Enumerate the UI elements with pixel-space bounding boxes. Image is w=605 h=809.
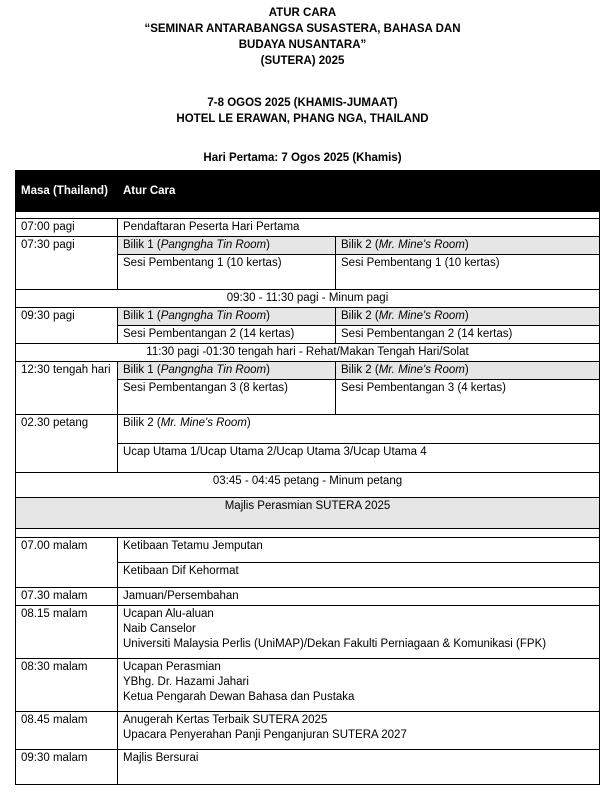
break-row: [16, 290, 600, 308]
agenda-cell: Ketibaan Dif Kehormat: [118, 563, 600, 588]
time-cell: 08:30 malam: [16, 659, 118, 712]
session-cell: Sesi Pembentangan 2 (14 kertas): [118, 326, 336, 344]
document-title: [0, 5, 605, 69]
room-2-label: Bilik 2 (Mr. Mine's Room): [336, 237, 600, 255]
time-cell: 02.30 petang: [16, 415, 118, 473]
title-line-4: (SUTERA) 2025: [260, 55, 345, 67]
table-row: [16, 659, 600, 712]
table-row: [16, 415, 600, 444]
agenda-line: Anugerah Kertas Terbaik SUTERA 2025: [123, 714, 328, 726]
break-row: [16, 344, 600, 362]
time-cell: 12:30 tengah hari: [16, 362, 118, 415]
room-1-label: Bilik 1 (Pangngha Tin Room): [118, 237, 336, 255]
title-line-2: “SEMINAR ANTARABANGSA SUSASTERA, BAHASA DAN: [144, 23, 461, 35]
spacer-row: [16, 212, 600, 219]
table-row: [16, 237, 600, 255]
time-cell: 08.15 malam: [16, 606, 118, 659]
time-cell: 07:00 pagi: [16, 219, 118, 237]
break-cell: 03:45 - 04:45 petang - Minum petang: [16, 473, 600, 498]
agenda-cell: [118, 712, 600, 750]
room-1-label: Bilik 1 (Pangngha Tin Room): [118, 308, 336, 326]
agenda-line: Naib Canselor: [123, 623, 196, 635]
event-info: [0, 95, 605, 127]
table-row: [16, 538, 600, 563]
time-cell: 07:30 pagi: [16, 237, 118, 290]
session-cell: Sesi Pembentang 1 (10 kertas): [336, 255, 600, 290]
table-row: [16, 308, 600, 326]
agenda-table: [15, 170, 600, 785]
break-row: [16, 473, 600, 498]
col-time-header: Masa (Thailand): [16, 171, 118, 212]
time-cell: 07.30 malam: [16, 588, 118, 606]
room-2-label: Bilik 2 (Mr. Mine's Room): [336, 362, 600, 380]
table-row: [16, 606, 600, 659]
table-row: [16, 362, 600, 380]
session-cell: Sesi Pembentangan 3 (4 kertas): [336, 380, 600, 415]
agenda-line: Ketua Pengarah Dewan Bahasa dan Pustaka: [123, 691, 355, 703]
table-row: [16, 219, 600, 237]
room-1-label: Bilik 1 (Pangngha Tin Room): [118, 362, 336, 380]
agenda-cell: Pendaftaran Peserta Hari Pertama: [118, 219, 600, 237]
room-2-label: Bilik 2 (Mr. Mine's Room): [336, 308, 600, 326]
session-cell: Sesi Pembentangan 2 (14 kertas): [336, 326, 600, 344]
spacer-row: [16, 529, 600, 538]
table-row: [16, 588, 600, 606]
time-cell: 08.45 malam: [16, 712, 118, 750]
agenda-cell: Ketibaan Tetamu Jemputan: [118, 538, 600, 563]
day-heading: Hari Pertama: 7 Ogos 2025 (Khamis): [203, 152, 402, 164]
agenda-line: Ucapan Perasmian: [123, 661, 221, 673]
time-cell: 09:30 pagi: [16, 308, 118, 344]
session-cell: Sesi Pembentang 1 (10 kertas): [118, 255, 336, 290]
agenda-line: Ucapan Alu-aluan: [123, 608, 214, 620]
time-cell: 09:30 malam: [16, 750, 118, 785]
agenda-line: Universiti Malaysia Perlis (UniMAP)/Dekan Fakulti Perniagaan & Komunikasi (FPK): [123, 638, 547, 650]
section-heading: Majlis Perasmian SUTERA 2025: [16, 498, 600, 529]
table-header-row: [16, 171, 600, 212]
agenda-cell: Majlis Bersurai: [118, 750, 600, 785]
agenda-line: Upacara Penyerahan Panji Penganjuran SUTERA 2027: [123, 729, 407, 741]
col-agenda-header: Atur Cara: [118, 171, 600, 212]
agenda-cell: Ucap Utama 1/Ucap Utama 2/Ucap Utama 3/Ucap Utama 4: [118, 444, 600, 473]
session-cell: Sesi Pembentangan 3 (8 kertas): [118, 380, 336, 415]
table-row: [16, 712, 600, 750]
section-row: [16, 498, 600, 529]
agenda-cell: [118, 606, 600, 659]
event-venue: HOTEL LE ERAWAN, PHANG NGA, THAILAND: [176, 113, 429, 125]
room-2-label: Bilik 2 (Mr. Mine's Room): [118, 415, 600, 444]
event-dates: 7-8 OGOS 2025 (KHAMIS-JUMAAT): [207, 97, 398, 109]
agenda-cell: [118, 659, 600, 712]
break-cell: 11:30 pagi -01:30 tengah hari - Rehat/Makan Tengah Hari/Solat: [16, 344, 600, 362]
title-line-1: ATUR CARA: [268, 7, 337, 19]
title-line-3: BUDAYA NUSANTARA”: [238, 39, 367, 51]
break-cell: 09:30 - 11:30 pagi - Minum pagi: [16, 290, 600, 308]
table-row: [16, 750, 600, 785]
agenda-line: YBhg. Dr. Hazami Jahari: [123, 676, 249, 688]
agenda-cell: Jamuan/Persembahan: [118, 588, 600, 606]
time-cell: 07.00 malam: [16, 538, 118, 588]
